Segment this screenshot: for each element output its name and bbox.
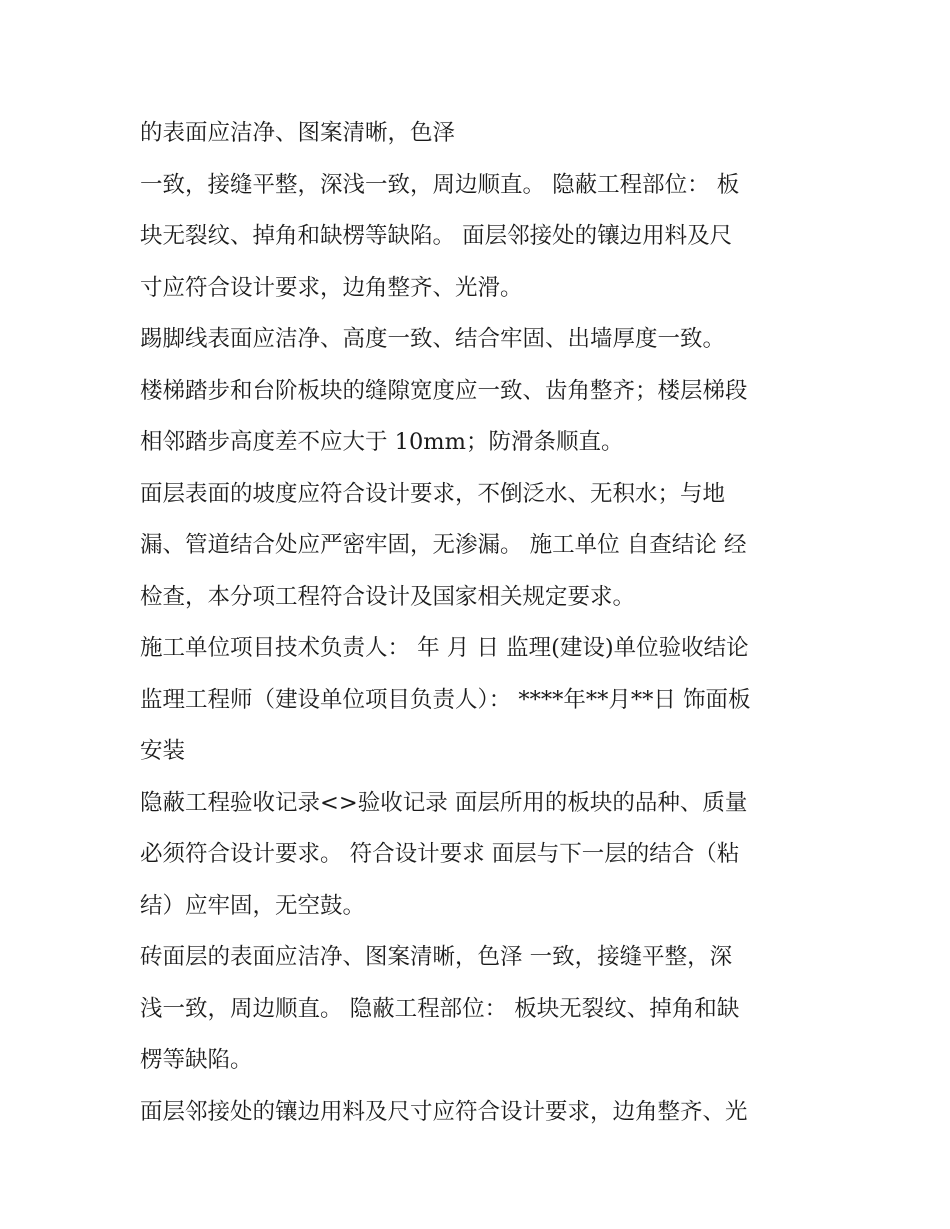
text-line: 楞等缺陷。 xyxy=(140,1047,253,1073)
document-body xyxy=(140,108,830,1138)
text-line: 结）应牢固，无空鼓。 xyxy=(140,892,366,919)
text-line: 一致，接缝平整，深浅一致，周边顺直。 隐蔽工程部位： 板 xyxy=(140,171,740,198)
text-line: 砖面层的表面应洁净、图案清晰，色泽 一致，接缝平整，深 xyxy=(140,944,733,970)
text-line: 寸应符合设计要求，边角整齐、光滑。 xyxy=(140,274,523,301)
text-line: 隐蔽工程验收记录<>验收记录 面层所用的板块的品种、质量 xyxy=(140,789,748,816)
text-line: 踢脚线表面应洁净、高度一致、结合牢固、出墙厚度一致。 xyxy=(140,326,726,352)
text-line: 浅一致，周边顺直。 隐蔽工程部位： 板块无裂纹、掉角和缺 xyxy=(140,995,740,1022)
text-line: 漏、管道结合处应严密牢固，无渗漏。 施工单位 自查结论 经 xyxy=(140,532,747,558)
text-line: 面层邻接处的镶边用料及尺寸应符合设计要求，边角整齐、光 xyxy=(140,1098,748,1125)
text-line: 相邻踏步高度差不应大于 10mm；防滑条顺直。 xyxy=(140,429,624,455)
text-line: 的表面应洁净、图案清晰，色泽 xyxy=(140,120,456,146)
text-line: 监理工程师（建设单位项目负责人）： ****年**月**日 饰面板 xyxy=(140,686,751,713)
text-line: 必须符合设计要求。 符合设计要求 面层与下一层的结合（粘 xyxy=(140,841,740,867)
text-line: 楼梯踏步和台阶板块的缝隙宽度应一致、齿角整齐；楼层梯段 xyxy=(140,377,748,404)
text-line: 安装 xyxy=(140,738,186,764)
text-line: 面层表面的坡度应符合设计要求，不倒泛水、无积水；与地 xyxy=(140,480,726,507)
text-line: 块无裂纹、掉角和缺楞等缺陷。 面层邻接处的镶边用料及尺 xyxy=(140,223,733,249)
text-line: 检查，本分项工程符合设计及国家相关规定要求。 xyxy=(140,583,636,610)
text-line: 施工单位项目技术负责人： 年 月 日 监理(建设)单位验收结论 xyxy=(140,635,749,661)
